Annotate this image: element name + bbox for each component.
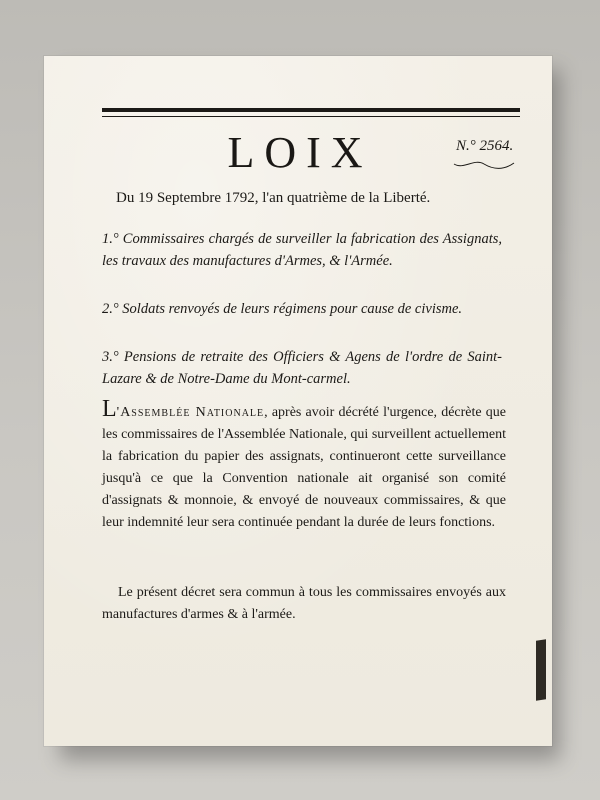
decree-text: , après avoir décrété l'urgence, décrète que les commissaires de l'Assemblée Nationale, qui surveillent actuellement la fabrication du papier des assignats, continueront cette surveillance jusqu'à ce que la Convention nationale ait organisé son comité d'assignats & monnoie, & envoyé de nouveaux commissaires, & que leur indemnité leur sera continuée pendant la durée de leurs fonctions. bbox=[102, 405, 507, 530]
swash-ornament bbox=[452, 158, 516, 170]
summary-item-3: 3.° Pensions de retraite des Officiers & Agens de l'ordre de Saint-Lazare & de Notre-Dame du Mont-carmel. bbox=[102, 349, 502, 387]
header-rule-thin bbox=[102, 116, 520, 117]
date-line: Du 19 Septembre 1792, l'an quatrième de la Liberté. bbox=[116, 190, 431, 206]
decree-paragraph bbox=[102, 398, 506, 534]
assembly-name: 'Assemblée Nationale bbox=[116, 405, 265, 420]
closing-paragraph: Le présent décret sera commun à tous les commissaires envoyés aux manufactures d'armes & à l'armée. bbox=[102, 585, 506, 622]
summary-item-2: 2.° Soldats renvoyés de leurs régimens pour cause de civisme. bbox=[102, 301, 463, 317]
drop-cap: L bbox=[102, 396, 117, 422]
summary-item-1: 1.° Commissaires chargés de surveiller la fabrication des Assignats, les travaux des manufactures d'Armes, & l'Armée. bbox=[102, 231, 502, 269]
header-rule-thick bbox=[102, 108, 520, 112]
document-title: LOIX bbox=[227, 128, 373, 177]
document-number: N.° 2564. bbox=[456, 138, 514, 154]
page-edge bbox=[536, 639, 546, 700]
